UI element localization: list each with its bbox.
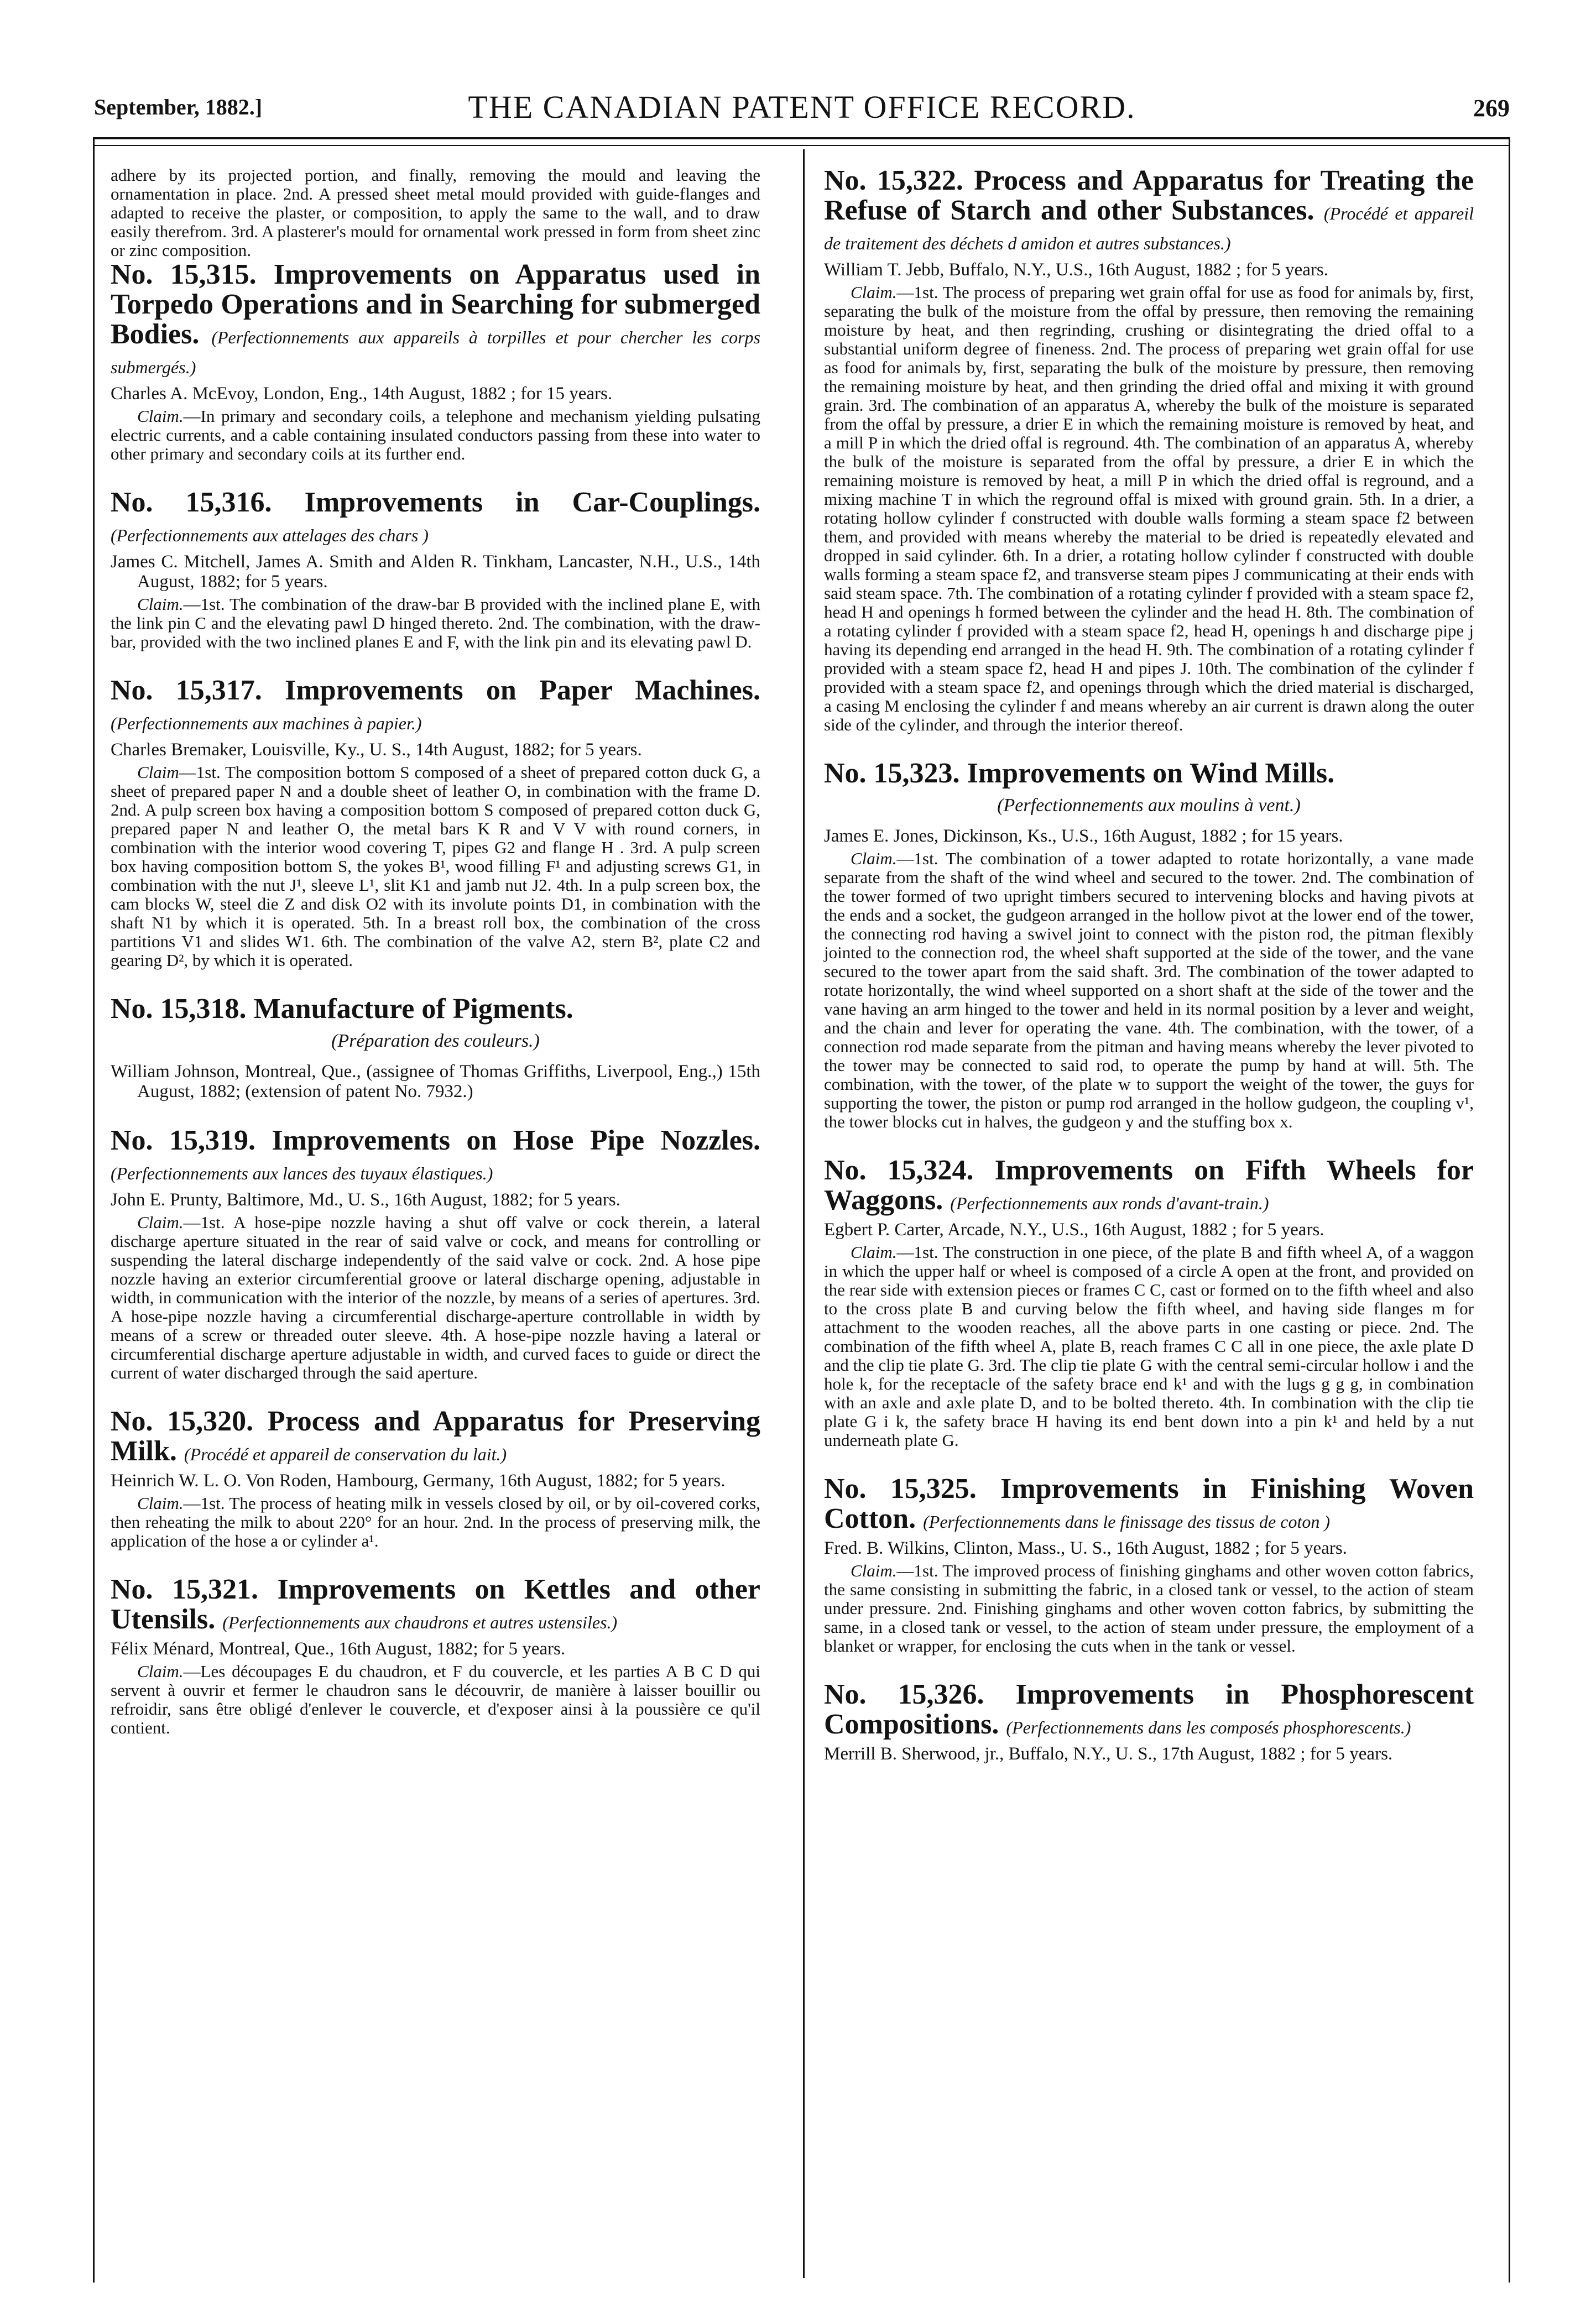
french-title: (Préparation des couleurs.) — [331, 1031, 540, 1051]
patentee-line: James C. Mitchell, James A. Smith and Alden R. Tinkham, Lancaster, N.H., U.S., 14th August, 1882; for 5 years. — [111, 552, 760, 592]
claim-paragraph — [824, 849, 1474, 1131]
claim-label: Claim — [137, 763, 179, 782]
patentee-line: Merrill B. Sherwood, jr., Buffalo, N.Y., U. S., 17th August, 1882 ; for 5 years. — [824, 1744, 1393, 1764]
claim-paragraph — [111, 1213, 760, 1382]
patentee-line: Charles Bremaker, Louisville, Ky., U. S., 14th August, 1882; for 5 years. — [111, 740, 642, 760]
patent-number: No. 15,317. — [111, 675, 262, 706]
claim-label: Claim. — [851, 849, 897, 868]
entry-heading — [111, 676, 760, 735]
patent-title: Improvements on Kettles and other Utensils. — [111, 1574, 760, 1635]
claim-text: —1st. The process of preparing wet grain offal for use as food for animals by, first, separating the bulk of the moisture from the offal by pressure, then removing the remaining moisture by heat, and then regrinding, crushing or disintegrating the dried offal to a substantial uniform degree of fineness. 2nd. The process of preparing wet grain offal for use as food for animals by, first, separating the bulk of the moisture by pressure, then removing the remaining moisture by heat, and then grinding the dried offal and mixing it with ground grain. 3rd. The combination of an apparatus A, whereby the bulk of the moisture is separated from the offal by pressure, a drier E in which the remaining moisture is removed by heat, and a mill P in which the dried offal is reground. 4th. The combination of an apparatus A, whereby the bulk of the moisture is separated from the offal by pressure, a drier E in which the remaining moisture is removed by heat, a mill P in which the dried offal is reground, and a mixing machine T in which the reground offal is mixed with ground grain. 5th. In a drier, a rotating hollow cylinder f constructed with double walls forming a steam space f2 between them, and provided with means whereby the material to be dried is repeatedly elevated and dropped in said cylinder. 6th. In a drier, a rotating hollow cylinder f constructed with double walls forming a steam space f2, and transverse steam pipes J communicating at their ends with said steam space. 7th. The combination of a rotating cylinder f provided with a steam space f2, head H and openings h formed between the cylinder and the head H. 8th. The combination of a rotating cylinder f provided with a steam space f2, head H, openings h and discharge pipe j having its depending end arranged in the head H. 9th. The combination of a rotating cylinder f provided with a steam space f2, head H and pipes J. 10th. The combination of the cylinder f provided with a steam space f2, and openings through which the dried material is discharged, a casing M enclosing the cylinder f and means whereby an air current is drawn along the outer side of the cylinder, and through the interior thereof. — [824, 283, 1474, 734]
frame-right-rule — [1509, 137, 1510, 2283]
patent-number: No. 15,316. — [111, 487, 272, 518]
continuation-text: adhere by its projected portion, and finally, removing the mould and leaving the ornamentation in place. 2nd. A pressed sheet metal mould provided with guide-flanges and adapted to receive the plaster, or composition, to apply the same to the wall, and to draw easily therefrom. 3rd. A plasterer's mould for ornamental work pressed in form from sheet zinc or zinc composition. — [111, 165, 760, 260]
patent-entry — [824, 1680, 1474, 1764]
right-column — [824, 166, 1474, 1767]
patent-number: No. 15,326. — [824, 1679, 984, 1710]
claim-text: —1st. The process of heating milk in vessels closed by oil, or by oil-covered corks, then reheating the milk to about 220° for an hour. 2nd. In the process of preserving milk, the application of the hose a or cylinder a¹. — [111, 1493, 760, 1550]
patent-number: No. 15,321. — [111, 1574, 259, 1605]
patent-entry — [111, 1126, 760, 1382]
patent-title: Manufacture of Pigments. — [253, 993, 573, 1025]
entry-heading — [111, 488, 760, 547]
entry-heading — [824, 1156, 1474, 1215]
patent-number: No. 15,324. — [824, 1155, 974, 1186]
patentee-line: Egbert P. Carter, Arcade, N.Y., U.S., 16th August, 1882 ; for 5 years. — [824, 1220, 1324, 1240]
patent-title: Improvements in Car-Couplings. — [304, 487, 760, 518]
right-entries — [824, 166, 1474, 1764]
claim-paragraph — [111, 1662, 760, 1737]
claim-paragraph — [824, 283, 1474, 734]
french-title: (Perfectionnements aux appareils à torpilles et pour chercher les corps submergés.) — [111, 327, 761, 377]
entry-heading — [824, 759, 1474, 821]
patentee-line: William Johnson, Montreal, Que., (assignee of Thomas Griffiths, Liverpool, Eng.,) 15th August, 1882; (extension of patent No. 7932.) — [111, 1062, 760, 1101]
patentee-line: William T. Jebb, Buffalo, N.Y., U.S., 16th August, 1882 ; for 5 years. — [824, 260, 1328, 280]
patent-entry — [824, 166, 1474, 734]
patent-entry — [111, 488, 760, 651]
patent-title: Improvements in Finishing Woven Cotton. — [824, 1473, 1474, 1534]
claim-paragraph — [824, 1561, 1474, 1655]
claim-paragraph — [824, 1243, 1474, 1450]
patent-number: No. 15,320. — [111, 1406, 254, 1437]
french-title: (Perfectionnements dans le finissage des tissus de coton ) — [923, 1512, 1330, 1532]
patent-number: No. 15,315. — [111, 259, 257, 290]
claim-paragraph — [111, 763, 760, 970]
patent-title: Improvements in Phosphorescent Compositions. — [824, 1679, 1474, 1740]
patent-title: Improvements on Wind Mills. — [967, 758, 1335, 789]
patent-number: No. 15,318. — [111, 993, 247, 1025]
patent-entry — [824, 1156, 1474, 1450]
french-title: (Perfectionnements dans les composés phosphorescents.) — [1006, 1717, 1411, 1737]
french-title: (Perfectionnements aux chaudrons et autres ustensiles.) — [222, 1612, 618, 1632]
patent-title: Improvements on Paper Machines. — [285, 675, 760, 706]
left-column — [111, 166, 760, 1737]
patent-title: Improvements on Apparatus used in Torpedo Operations and in Searching for submerged Bodies. — [111, 259, 760, 350]
french-title: (Perfectionnements aux lances des tuyaux élastiques.) — [111, 1163, 493, 1183]
claim-text: —1st. The combination of the draw-bar B provided with the inclined plane E, with the link pin C and the elevating pawl D hinged thereto. 2nd. The combination, with the draw-bar, provided with the two inclined planes E and F, with the link pin and its elevating pawl D. — [111, 594, 760, 651]
claim-label: Claim. — [851, 283, 897, 302]
frame-left-rule — [93, 137, 95, 2283]
claim-text: —In primary and secondary coils, a telephone and mechanism yielding pulsating electric currents, and a cable containing insulated conductors passing from these into water to other primary and secondary coils at its further end. — [111, 406, 760, 463]
french-title: (Perfectionnements aux moulins à vent.) — [997, 795, 1301, 816]
entry-heading — [111, 260, 760, 379]
entry-heading — [111, 994, 760, 1056]
claim-label: Claim. — [851, 1242, 897, 1262]
claim-text: —Les découpages E du chaudron, et F du couvercle, et les parties A B C D qui servent à ouvrir et fermer le chaudron sans le découvrir, de manière à laisser bouillir ou refroidir, sans être obligé d'enlever le couvercle, et d'exposer ainsi à la poussière ce qu'il contient. — [111, 1662, 760, 1737]
page-number: 269 — [1473, 95, 1510, 122]
patentee-line: John E. Prunty, Baltimore, Md., U. S., 16th August, 1882; for 5 years. — [111, 1190, 620, 1210]
patent-number: No. 15,322. — [824, 165, 963, 196]
column-divider — [803, 149, 805, 2278]
claim-paragraph — [111, 407, 760, 463]
patent-title: Process and Apparatus for Treating the Refuse of Starch and other Substances. — [824, 165, 1474, 226]
patentee-line: Fred. B. Wilkins, Clinton, Mass., U. S., 16th August, 1882 ; for 5 years. — [824, 1538, 1347, 1558]
entry-heading — [111, 1575, 760, 1634]
entry-heading — [824, 1474, 1474, 1534]
patent-entry — [824, 759, 1474, 1131]
patentee-line: Charles A. McEvoy, London, Eng., 14th August, 1882 ; for 15 years. — [111, 384, 613, 404]
running-header — [94, 88, 1510, 133]
claim-label: Claim. — [851, 1561, 897, 1580]
patentee-line: Félix Ménard, Montreal, Que., 16th August, 1882; for 5 years. — [111, 1639, 566, 1659]
left-entries — [111, 260, 760, 1737]
french-title: (Perfectionnements aux ronds d'avant-train.) — [950, 1193, 1269, 1213]
french-title: (Perfectionnements aux machines à papier.) — [111, 713, 422, 733]
publication-title: THE CANADIAN PATENT OFFICE RECORD. — [468, 89, 1136, 125]
claim-label: Claim. — [137, 594, 184, 614]
header-rule — [94, 137, 1510, 139]
entry-heading — [111, 1126, 760, 1185]
claim-paragraph — [111, 1494, 760, 1550]
claim-label: Claim. — [137, 1213, 184, 1232]
patentee-line: Heinrich W. L. O. Von Roden, Hambourg, Germany, 16th August, 1882; for 5 years. — [111, 1471, 726, 1491]
patent-entry — [111, 1407, 760, 1550]
french-title: (Procédé et appareil de traitement des déchets d amidon et autres substances.) — [824, 203, 1474, 253]
claim-label: Claim. — [137, 406, 184, 426]
patent-entry — [111, 1575, 760, 1737]
claim-label: Claim. — [137, 1662, 184, 1681]
claim-text: —1st. The improved process of finishing ginghams and other woven cotton fabrics, the same consisting in submitting the fabric, in a closed tank or vessel, to the action of steam under pressure. 2nd. Finishing ginghams and other woven cotton fabrics, by submitting the same, in a closed tank or vessel, to the action of steam under pressure, the employment of a blanket or wrapper, for enclosing the cuts when in the tank or vessel. — [824, 1561, 1474, 1655]
claim-label: Claim. — [137, 1493, 184, 1513]
claim-text: —1st. The combination of a tower adapted to rotate horizontally, a vane made separate from the shaft of the wind wheel and secured to the tower. 2nd. The combination of the tower formed of two upright timbers secured to intervening blocks and having pivots at the ends and a socket, the gudgeon arranged in the hollow pivot at the lower end of the tower, the connecting rod having a swivel joint to connect with the piston rod, the pitman flexibly jointed to the connection rod, the wheel shaft supported at the side of the tower, and the vane secured to the tower apart from the said shaft. 3rd. The combination of the tower adapted to rotate horizontally, the wind wheel supported on a short shaft at the side of the tower and the vane having an arm hinged to the tower and held in its normal position by a lever and weight, and the chain and lever for operating the vane. 4th. The combination, with the tower, of a connection rod made separate from the pitman and having means whereby the lever pivoted to the tower may be connected to said rod, to operate the pump by hand at will. 5th. The combination, with the tower, of the plate w to support the weight of the tower, the guys for supporting the tower, the piston or pump rod arranged in the hollow gudgeon, the coupling v¹, the tower blocks cut in halves, the gudgeon y and the stuffing box x. — [824, 849, 1474, 1131]
patent-title: Improvements on Fifth Wheels for Waggons. — [824, 1155, 1474, 1216]
claim-text: —1st. The construction in one piece, of the plate B and fifth wheel A, of a waggon in which the upper half or wheel is composed of a circle A open at the front, and provided on the rear side with extension pieces or frames C C, cast or formed on to the fifth wheel and also to the cross plate B and curving below the fifth wheel, and having side flanges m for attachment to the wooden reaches, all the above parts in one casting or piece. 2nd. The combination of the fifth wheel A, plate B, reach frames C C all in one piece, the axle plate D and the clip tie plate G. 3rd. The clip tie plate G with the central semi-circular hollow i and the hole k, for the receptacle of the safety brace end k¹ and with the lugs g g g, in combination with an axle and axle plate D, and to be bolted thereto. 4th. In combination with the clip tie plate G i k, the safety brace H having its end bent down into a pin k¹ and held by a nut underneath plate G. — [824, 1242, 1474, 1450]
header-rule-thin — [94, 145, 1510, 146]
patent-title: Improvements on Hose Pipe Nozzles. — [272, 1125, 761, 1156]
patent-entry — [111, 676, 760, 970]
french-title: (Procédé et appareil de conservation du lait.) — [184, 1444, 507, 1464]
patent-title: Process and Apparatus for Preserving Milk. — [111, 1406, 760, 1467]
patent-number: No. 15,323. — [824, 758, 960, 789]
entry-heading — [824, 166, 1474, 255]
entry-heading — [111, 1407, 760, 1466]
issue-date: September, 1882.] — [94, 95, 263, 119]
patent-entry — [111, 260, 760, 463]
patent-number: No. 15,319. — [111, 1125, 255, 1156]
patent-number: No. 15,325. — [824, 1473, 977, 1505]
claim-paragraph — [111, 595, 760, 651]
patent-entry — [111, 994, 760, 1101]
patentee-line: James E. Jones, Dickinson, Ks., U.S., 16th August, 1882 ; for 15 years. — [824, 826, 1343, 846]
entry-heading — [824, 1680, 1474, 1740]
claim-text: —1st. A hose-pipe nozzle having a shut off valve or cock therein, a lateral discharge aperture situated in the rear of said valve or cock, and means for controlling or suspending the lateral discharge independently of the said valve or cock. 2nd. A hose pipe nozzle having an exterior circumferential groove or lateral discharge opening, adjustable in width, in communication with the interior of the nozzle, by means of a series of apertures. 3rd. A hose-pipe nozzle having a circumferential discharge-aperture controllable in width by means of a screw or threaded outer sleeve. 4th. A hose-pipe nozzle having a lateral or circumferential discharge aperture adjustable in width, and curved faces to guide or direct the current of water discharged through the said aperture. — [111, 1213, 760, 1382]
french-title: (Perfectionnements aux attelages des chars ) — [111, 525, 429, 545]
claim-text: —1st. The composition bottom S composed of a sheet of prepared cotton duck G, a sheet of prepared paper N and a double sheet of leather O, in combination with the frame D. 2nd. A pulp screen box having a composition bottom S composed of prepared cotton duck G, prepared paper N and leather O, the metal bars K R and V V with round corners, in combination with the interior wood covering T, pipes G2 and flange H . 3rd. A pulp screen box having composition bottom S, the yokes B¹, wood filling F¹ and adjusting screws G1, in combination with the nut J¹, sleeve L¹, slit K1 and jamb nut J2. 4th. In a pulp screen box, the cam blocks W, steel die Z and disk O2 with its involute points D1, in combination with the shaft N1 by which it is operated. 5th. In a breast roll box, the combination of the cross partitions V1 and slides W1. 6th. The combination of the valve A2, stern B², plate C2 and gearing D², by which it is operated. — [111, 763, 760, 970]
patent-entry — [824, 1474, 1474, 1655]
